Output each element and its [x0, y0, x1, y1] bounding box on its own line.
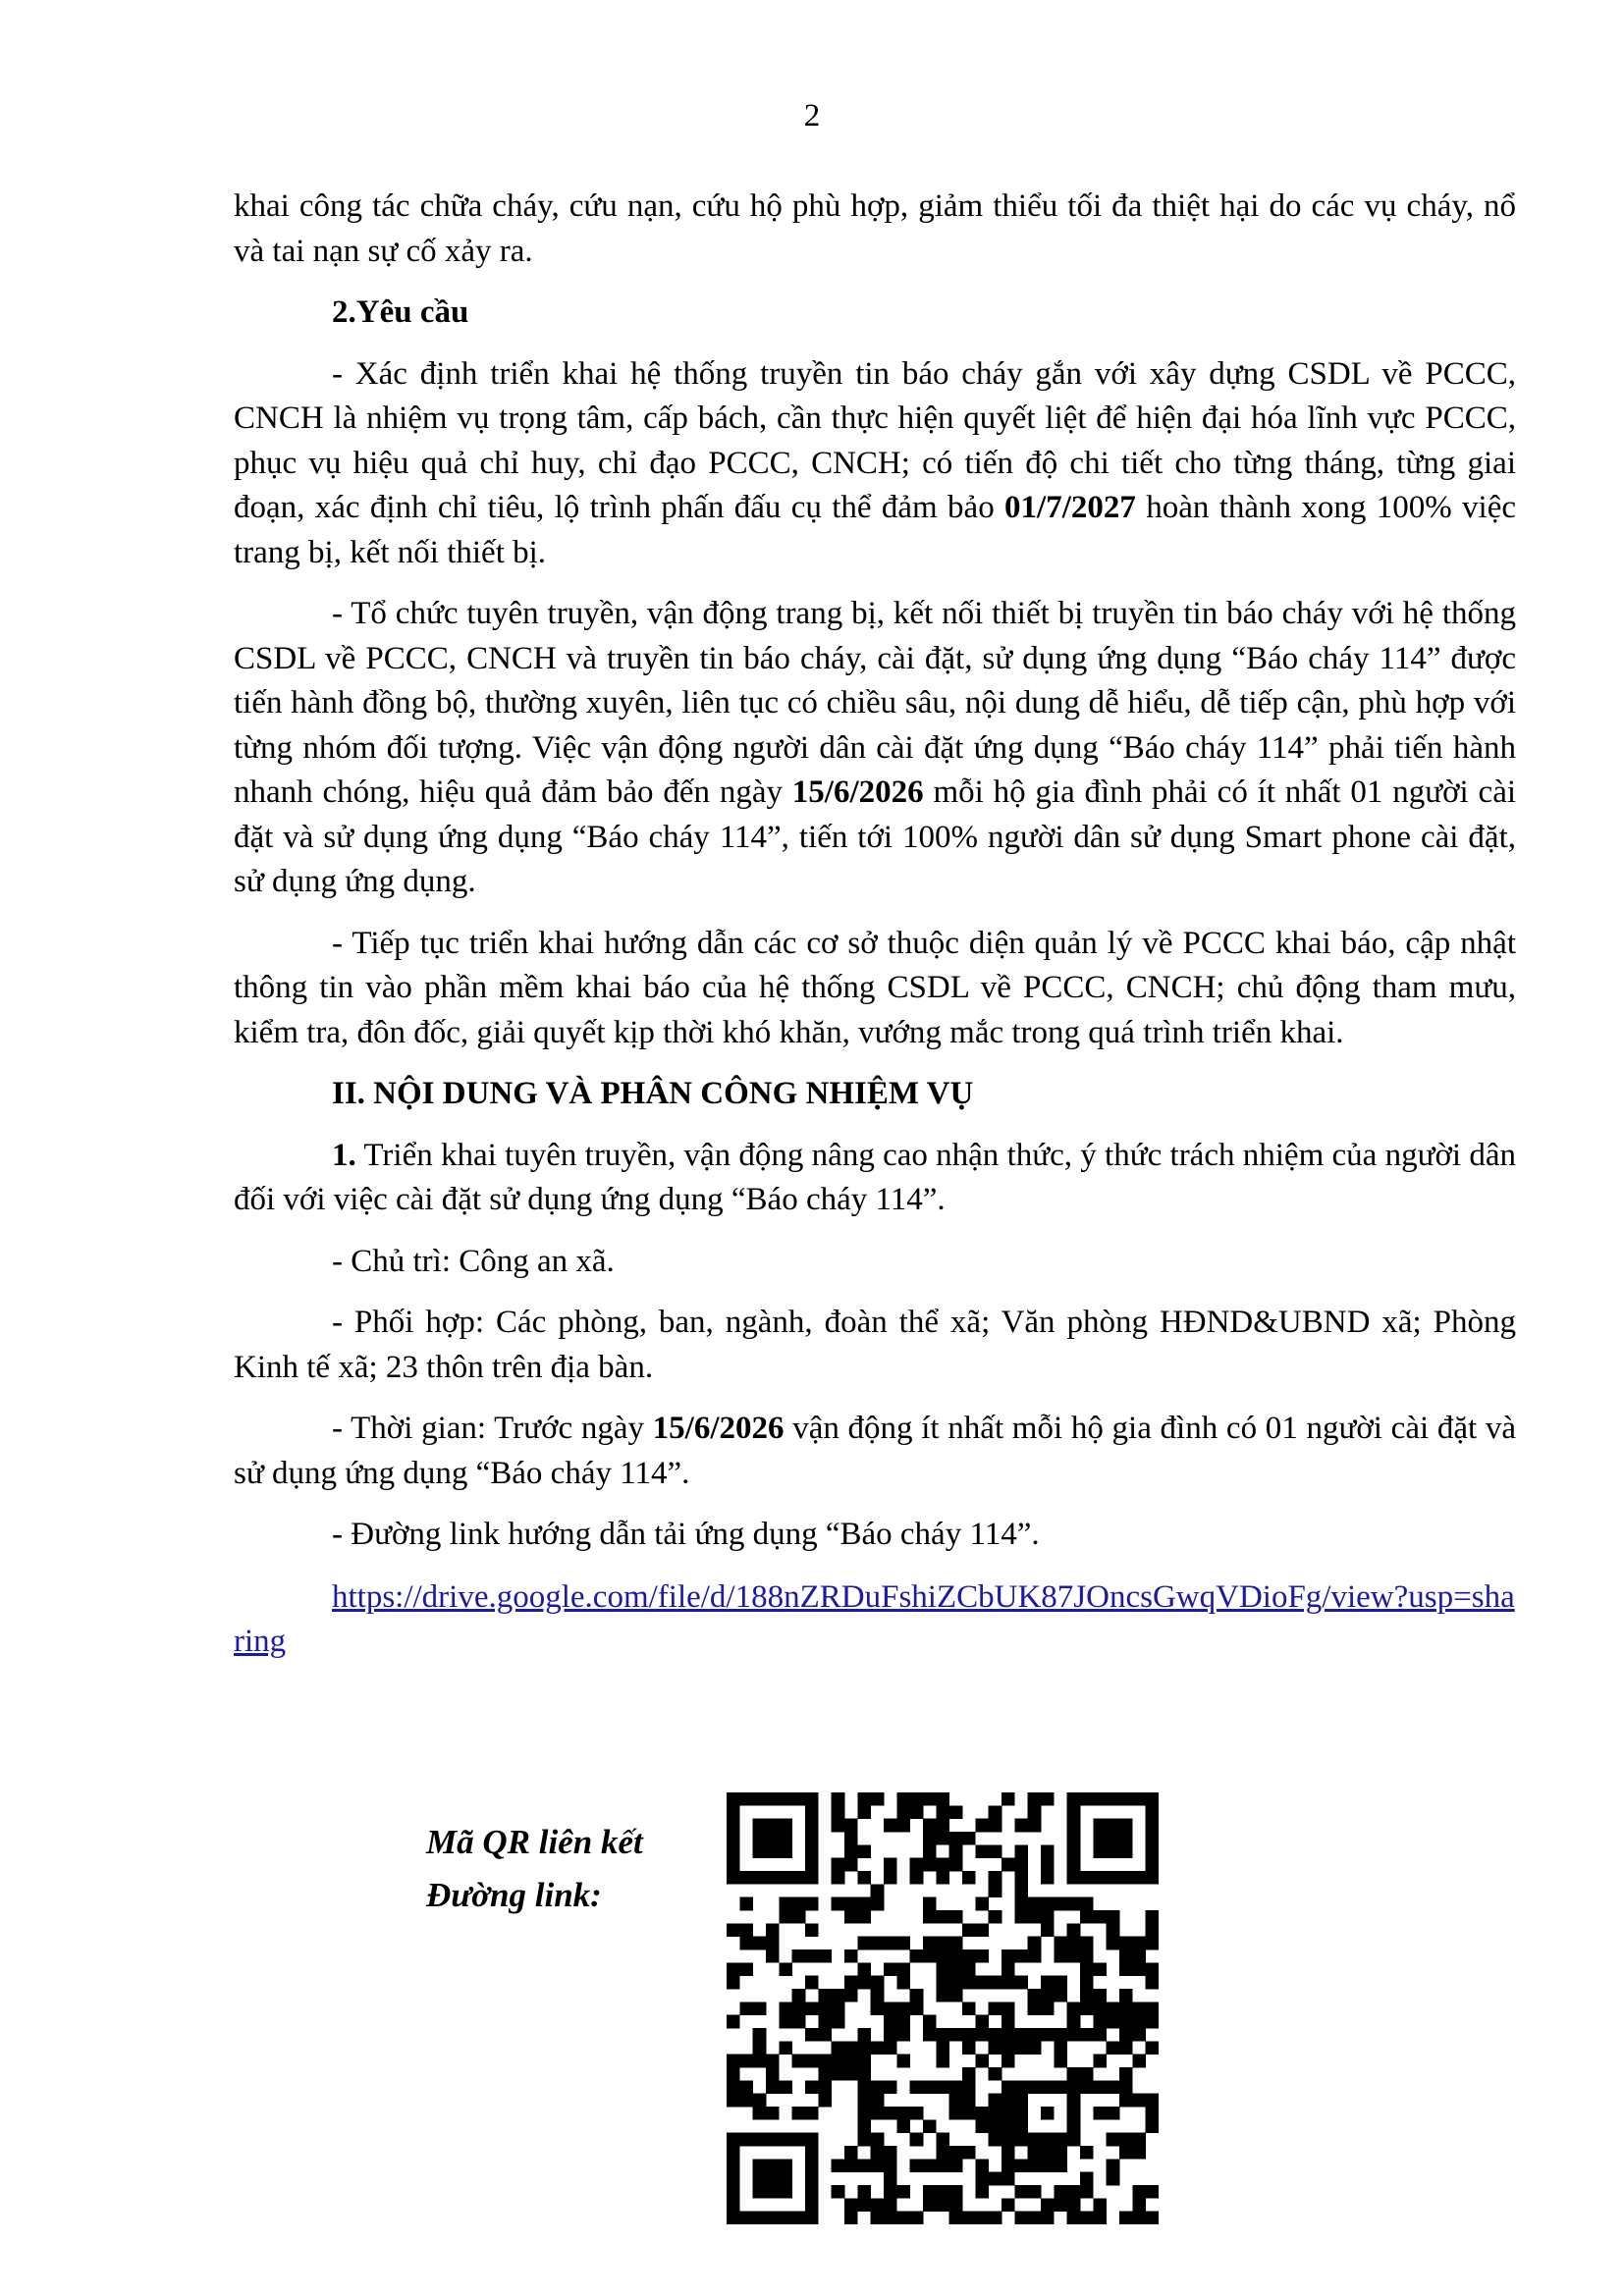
link-label-line: - Đường link hướng dẫn tải ứng dụng “Báo cháy 114”.	[332, 1517, 1040, 1552]
requirement-1-text: - Xác định triển khai hệ thống truyền tin báo cháy gắn với xây dựng CSDL về PCCC, CNCH là nhiệm vụ trọng tâm, cấp bách, cần thực hiện quyết liệt để hiện đại hóa lĩnh vực PCCC, phục vụ hiệu quả chỉ huy, chỉ đạo PCCC, CNCH; có tiến độ chi tiết cho từng tháng, từng giai đoạn, xác định chỉ tiêu, lộ trình phấn đấu cụ thể đảm bảo	[234, 355, 1516, 525]
requirement-1-text-end: hoàn thành xong 100% việc trang bị, kết nối thiết bị.	[234, 490, 1517, 570]
timeline-text: - Thời gian: Trước ngày	[332, 1411, 653, 1446]
download-link[interactable]: https://drive.google.com/file/d/188nZRDuFshiZCbUK87JOncsGwqVDioFg/view?usp=sharing	[234, 1578, 1515, 1659]
qr-section	[234, 1792, 1516, 2224]
requirement-2-text-end: mỗi hộ gia đình phải có ít nhất 01 người cài đặt và sử dụng ứng dụng “Báo cháy 114”, tiến tới 100% người dân sử dụng Smart phone cài đặt, sử dụng ứng dụng.	[234, 774, 1517, 899]
task-1-paragraph	[234, 1134, 1516, 1223]
task-number: 1.	[332, 1137, 356, 1173]
requirement-2-text: - Tổ chức tuyên truyền, vận động trang bị, kết nối thiết bị truyền tin báo cháy với hệ thống CSDL về PCCC, CNCH và truyền tin báo cháy, cài đặt, sử dụng ứng dụng “Báo cháy 114” được tiến hành đồng bộ, thường xuyên, liên tục có chiều sâu, nội dung dễ hiểu, dễ tiếp cận, phù hợp với từng nhóm đối tượng. Việc vận động người dân cài đặt ứng dụng “Báo cháy 114” phải tiến hành nhanh chóng, hiệu quả đảm bảo đến ngày	[234, 596, 1516, 810]
requirement-paragraph-1	[234, 352, 1516, 576]
timeline-text-end: vận động ít nhất mỗi hộ gia đình có 01 người cài đặt và sử dụng ứng dụng “Báo cháy 114”.	[234, 1411, 1516, 1491]
lead-agency-line: - Chủ trì: Công an xã.	[332, 1243, 615, 1279]
page-number: 2	[803, 98, 821, 133]
download-link-paragraph	[234, 1575, 1516, 1665]
requirement-paragraph-2	[234, 592, 1516, 905]
deadline-date: 15/6/2026	[652, 1411, 785, 1446]
qr-code-icon[interactable]	[727, 1792, 1159, 2224]
timeline-paragraph	[234, 1407, 1516, 1496]
task-1-text: Triển khai tuyên truyền, vận động nâng cao nhận thức, ý thức trách nhiệm của người dân đối với việc cài đặt sử dụng ứng dụng “Báo cháy 114”.	[234, 1137, 1516, 1217]
intro-paragraph: khai công tác chữa cháy, cứu nạn, cứu hộ phù hợp, giảm thiểu tối đa thiệt hại do các vụ cháy, nổ và tai nạn sự cố xảy ra.	[234, 188, 1516, 269]
qr-caption-line-1: Mã QR liên kết	[426, 1823, 643, 1861]
document-body	[234, 185, 1516, 1665]
coordination-paragraph: - Phối hợp: Các phòng, ban, ngành, đoàn thể xã; Văn phòng HĐND&UBND xã; Phòng Kinh tế xã; 23 thôn trên địa bàn.	[234, 1305, 1516, 1385]
deadline-date: 01/7/2027	[1004, 490, 1136, 525]
section-ii-heading: II. NỘI DUNG VÀ PHÂN CÔNG NHIỆM VỤ	[332, 1076, 974, 1111]
requirement-paragraph-3: - Tiếp tục triển khai hướng dẫn các cơ sở thuộc diện quản lý về PCCC khai báo, cập nhật thông tin vào phần mềm khai báo của hệ thống CSDL về PCCC, CNCH; chủ động tham mưu, kiểm tra, đôn đốc, giải quyết kịp thời khó khăn, vướng mắc trong quá trình triển khai.	[234, 925, 1516, 1050]
section-2-heading: 2.Yêu cầu	[332, 294, 469, 330]
deadline-date: 15/6/2026	[791, 774, 924, 810]
qr-caption	[426, 1816, 643, 1922]
qr-caption-line-2: Đường link:	[426, 1876, 602, 1914]
